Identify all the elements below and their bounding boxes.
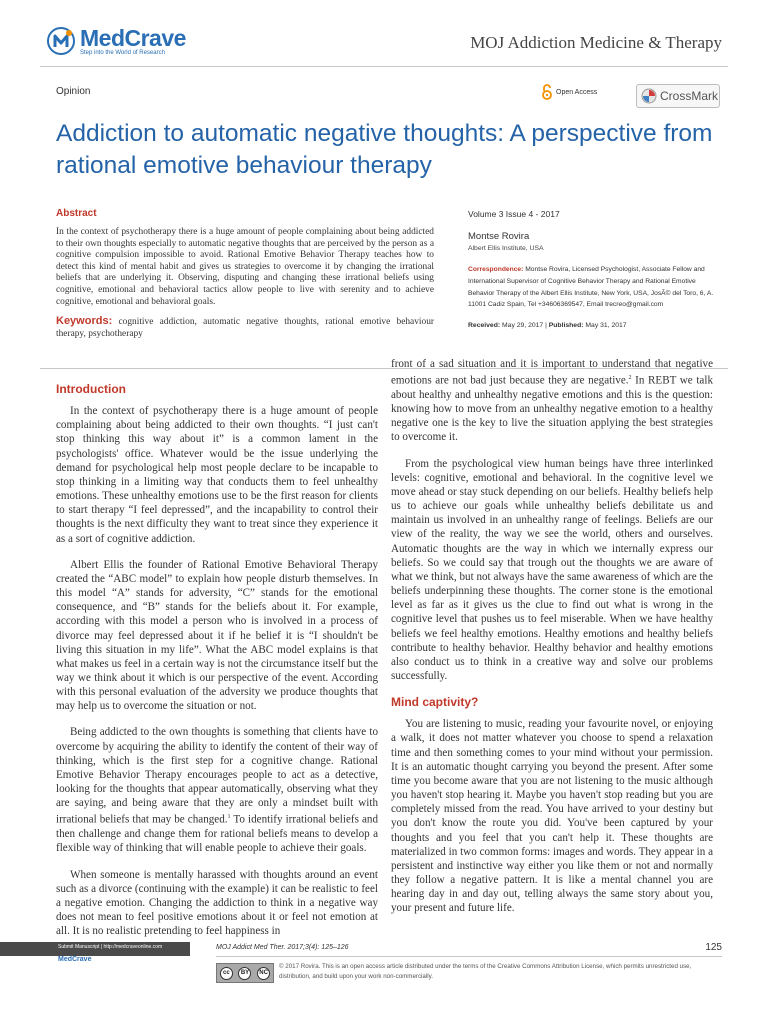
footer-divider — [216, 956, 722, 957]
open-access-badge — [541, 84, 597, 100]
paragraph: When someone is mentally harassed with thoughts around an event such as a divorce (continuing with the example) it can be realistic to feel a negative emotion. Changing the addiction to think in a negative way does not mean to feel positive emotions about it or feel not emotion at all. It is no realistic pretending to feel happiness in — [56, 868, 378, 938]
paragraph — [391, 357, 713, 445]
article-type: Opinion — [56, 86, 91, 97]
reference-link[interactable]: 1 — [227, 814, 231, 821]
mind-captivity-heading: Mind captivity? — [391, 695, 479, 710]
open-access-icon — [541, 84, 553, 100]
footer-brand: MedCrave — [58, 956, 92, 963]
paragraph: In the context of psychotherapy there is a huge amount of people complaining about being addicted to their own thoughts. “I just can't stop thinking this way about it” is a common lament in the psychologists' office. Whatever would be the issue underlying the demand for psychological help most people declare to be incapable to stop thinking in a limiting way that conducts them to feel unhealthy emotions. These unhealthy emotions use to be the first reason for clients to start therapy “I feel depressed”, and the incapability to control their thoughts is the next difficulty they want to treat since they experience it as a sort of cognitive addiction. — [56, 405, 378, 545]
noncommercial-icon: NC — [257, 967, 270, 980]
reference-link[interactable]: 2 — [628, 375, 632, 382]
volume-issue: Volume 3 Issue 4 - 2017 — [468, 209, 560, 219]
abstract-label: Abstract — [56, 208, 97, 219]
cc-license-badge[interactable] — [216, 963, 274, 983]
keywords-text: cognitive addiction, automatic negative thoughts, rational emotive behaviour therapy, psychotherapy — [56, 317, 435, 339]
crossmark-button[interactable] — [636, 84, 720, 108]
header-divider — [40, 66, 728, 67]
medcrave-logo[interactable] — [46, 26, 186, 56]
body-column-right — [391, 357, 713, 927]
citation: MOJ Addict Med Ther. 2017;3(4): 125‒126 — [216, 944, 349, 951]
article-title: Addiction to automatic negative thoughts: A perspective from rational emotive behaviour therapy — [56, 120, 713, 179]
open-access-label: Open Access — [556, 88, 598, 96]
paragraph: You are listening to music, reading your favourite novel, or enjoying a walk, it does not matter whatever you choose to spend a relaxation time and then something comes to your mind without your permission. It is an automatic thought carrying you beyond the present. After some time you become aware that you are not listening to the music although you haven't stop hearing it. Maybe you haven't stop reading but you are completely missed from the read. You have arrived to your destiny but you don't know the route you did. You've been captured by your thoughts and you feel that you can't help it. These thoughts are materialized in two common forms: images and words. They appear in a persistent and instinctive way either you like them or not and normally they follow a negative pattern. It is like a mental channel you are hearing day in and day out, telling always the same story about you, your present and future life. — [391, 718, 713, 915]
brand-name: MedCrave — [80, 24, 186, 51]
author-name: Montse Rovira — [468, 231, 530, 242]
page-number: 125 — [705, 942, 722, 953]
article-meta — [468, 209, 720, 329]
paragraph-text: In REBT we talk about healthy and unhealthy negative emotions and this is the question: knowing how to move from an unhealthy negative emotion to a healthy negative one is the key to live the situation applying the best strategies to overcome it. — [391, 374, 713, 444]
published-date: May 31, 2017 — [585, 322, 627, 330]
cc-icon: cc — [220, 967, 233, 980]
brand-tagline: Step into the World of Research — [80, 49, 165, 56]
received-label: Received: — [468, 322, 501, 330]
correspondence — [468, 264, 720, 311]
received-date: May 29, 2017 — [502, 322, 544, 330]
paragraph: From the psychological view human beings have three interlinked levels: cognitive, emotional and behavioral. In the cognitive level we move ahead or stay stuck depending on our beliefs. Healthy beliefs help us to achieve our goals while unhealthy beliefs debilitate us and maintain us involved in an unhealthy range of feelings. Beliefs are our view of the reality, the way we see the world, others and ourselves. Automatic thoughts are the way in which we internally express our beliefs. So we could say that trough out the thoughts we are aware of what we think, but not always have the same awareness of which are the beliefs underpinning these thoughts. The corner stone is the emotional level as far as it gives us the clue to find out what is wrong in the cognitive level that pushes us to feel miserable. When we have healthy beliefs we feel healthy emotions. Healthy emotions and healthy beliefs contribute to healthy behavior. Healthy behavior and healthy emotions also conduct us to think in a creative way and solve our problems successfully. — [391, 457, 713, 682]
abstract-section — [56, 208, 434, 340]
paragraph-text: front of a sad situation and it is important to understand that negative emotions are not bad just because they are negative. — [391, 358, 713, 387]
keywords-label: Keywords: — [56, 315, 113, 328]
attribution-icon: BY — [238, 967, 251, 980]
correspondence-text: Montse Rovira, Licensed Psychologist, Associate Fellow and International Supervisor of Cognitive Behavior Therapy and Rational Emotive Behavior Therapy of the Albert Ellis Institute, New York, USA, JosÃ© del Toro, 6, A. 11001 Cadiz Spain, Tel +34606369547, Email trecreo@gmail.com — [468, 266, 714, 309]
body-column-left — [56, 382, 378, 950]
author-affiliation: Albert Ellis Institute, USA — [468, 245, 544, 252]
published-label: Published: — [548, 322, 584, 330]
paragraph — [56, 725, 378, 855]
journal-name: MOJ Addiction Medicine & Therapy — [470, 33, 722, 52]
crossmark-label: CrossMark — [660, 89, 719, 103]
license-text: © 2017 Rovira. This is an open access article distributed under the terms of the Creative Commons Attribution License, which permits unrestricted use, distribution, and build upon your work non-commercially. — [279, 963, 692, 980]
correspondence-label: Correspondence: — [468, 266, 524, 273]
crossmark-icon — [641, 88, 657, 104]
paragraph: Albert Ellis the founder of Rational Emotive Behavioral Therapy created the “ABC model” to explain how people disturb themselves. In this model “A” stands for adversity, “C” stands for the emotional consequence, and “B” stands for the beliefs about it. For example, according with this model a person who is involved in a process of divorce may feel depressed about it if he belief it is “I shouldn't be living this situation in my life”. What the ABC model explains is that what makes us feel in a certain way is not the circumstance itself but the way we think about it which is our perspective of the event. According with this personal evaluation of the adversity we produce thoughts that may help us to overcome the situation or not. — [56, 558, 378, 713]
medcrave-logo-icon — [46, 26, 76, 56]
abstract-text: In the context of psychotherapy there is a huge amount of people complaining about being addicted to their own thoughts especially to automatic negative thoughts that are perceived by the person as a cognitive compulsion impossible to avoid. Rational Emotive Behavior Therapy teaches how to detect this kind of mental habit and gives us strategies to overcome it by changing the irrational beliefs that are underlying it. Observing, disputing and changing these irrational beliefs using cognitive, emotional and behavioral tactics allow people to live with serenity and to achieve cognitive, emotional and behavioral goals. — [56, 227, 434, 307]
article-dates: Received: May 29, 2017 | Published: May 31, 2017 — [468, 322, 627, 330]
paragraph-text: To identify irrational beliefs and then challenge and change them for rational beliefs means to develop a flexible way of thinking that will enable people to achieve their goals. — [56, 814, 378, 855]
submit-manuscript-link[interactable]: Submit Manuscript | http://medcraveonline.com — [58, 944, 163, 950]
paragraph-text: Being addicted to the own thoughts is something that clients have to overcome by acquiring the ability to identify the content of their way of thinking, which is the first step for a cognitive change. Rational Emotive Behavior Therapy encourages people to act as a detective, looking for the thoughts that appear automatically, observing what they are saying, and being aware that they are only a mindset built with irrational beliefs that may be changed. — [56, 726, 378, 827]
keywords — [56, 316, 434, 340]
introduction-heading: Introduction — [56, 382, 126, 396]
